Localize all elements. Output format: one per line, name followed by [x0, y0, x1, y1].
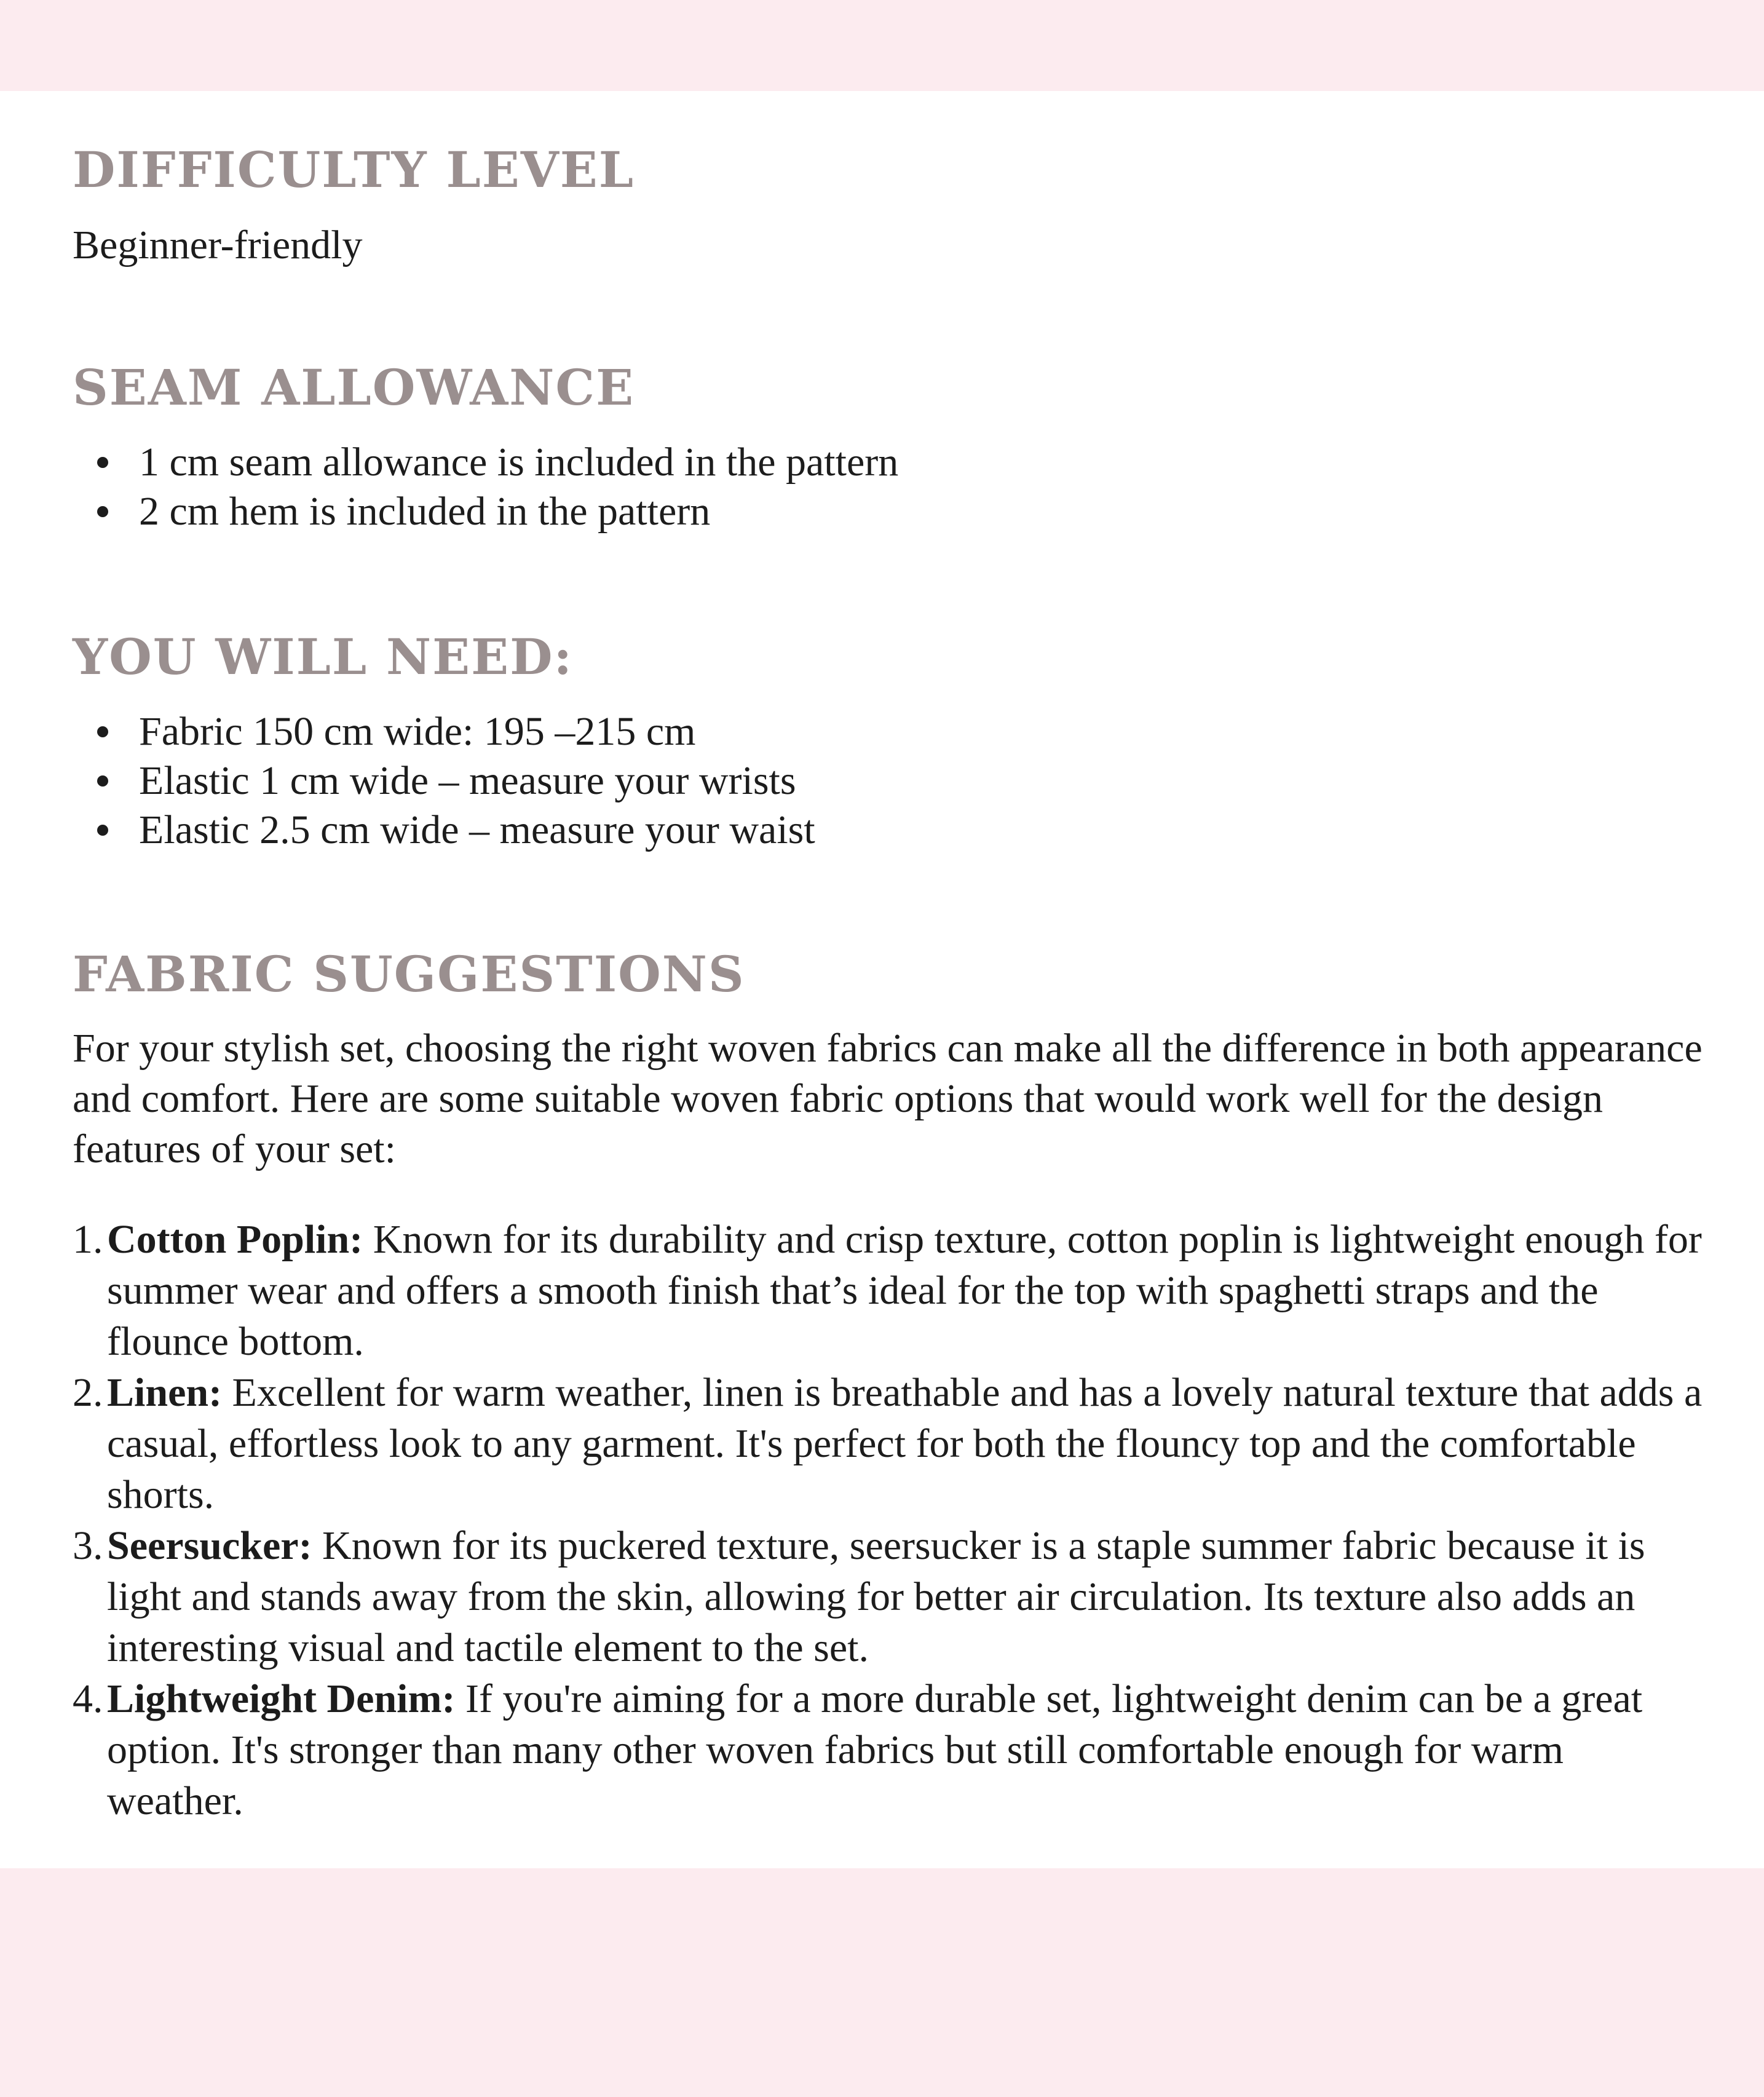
- bullet-icon: [97, 825, 108, 836]
- document-page: [0, 91, 1764, 1868]
- fabric-description: Known for its durability and crisp texture, cotton poplin is lightweight enough for summer wear and offers a smooth finish that’s ideal for the top with spaghetti straps and the flounce bottom.: [107, 1217, 1702, 1364]
- fabric-description: Known for its puckered texture, seersucker is a staple summer fabric because it is light and stands away from the skin, allowing for better air circulation. Its texture also adds an interesting visual and tactile element to the set.: [107, 1523, 1645, 1670]
- fabric-term: Cotton Poplin:: [107, 1217, 363, 1262]
- fabric-description: Excellent for warm weather, linen is breathable and has a lovely natural texture that adds a casual, effortless look to any garment. It's perfect for both the flouncy top and the comfortable shorts.: [107, 1370, 1703, 1517]
- fabric-suggestions-intro: For your stylish set, choosing the right woven fabrics can make all the difference in both appearance and comfort. Here are some suitable woven fabric options that would work well for the design features of your set:: [73, 1026, 1703, 1171]
- list-item: 1 cm seam allowance is included in the pattern: [73, 438, 898, 487]
- list-number: 1.: [73, 1217, 103, 1262]
- list-item: [73, 1520, 1708, 1673]
- fabric-term: Linen:: [107, 1370, 223, 1415]
- list-item: [73, 1673, 1708, 1826]
- bullet-icon: [97, 506, 108, 517]
- difficulty-heading: DIFFICULTY LEVEL: [73, 141, 635, 199]
- list-item: Elastic 1 cm wide – measure your wrists: [73, 756, 815, 806]
- fabric-suggestions-heading: FABRIC SUGGESTIONS: [73, 945, 745, 1003]
- you-will-need-heading: YOU WILL NEED:: [73, 628, 574, 686]
- you-will-need-list: [73, 707, 815, 855]
- bullet-icon: [97, 726, 108, 737]
- seam-allowance-list: [73, 438, 898, 536]
- bullet-icon: [97, 775, 108, 787]
- list-number: 3.: [73, 1523, 103, 1568]
- list-item: 2 cm hem is included in the pattern: [73, 487, 898, 536]
- difficulty-value: Beginner-friendly: [73, 223, 363, 268]
- list-item: [73, 1367, 1708, 1520]
- fabric-description: If you're aiming for a more durable set, lightweight denim can be a great option. It's stronger than many other woven fabrics but still comfortable enough for warm weather.: [107, 1676, 1643, 1823]
- list-item: Elastic 2.5 cm wide – measure your waist: [73, 806, 815, 855]
- list-number: 2.: [73, 1370, 103, 1415]
- list-item: [73, 1214, 1708, 1367]
- fabric-suggestions-list: [73, 1214, 1708, 1826]
- seam-allowance-heading: SEAM ALLOWANCE: [73, 359, 635, 416]
- fabric-term: Seersucker:: [107, 1523, 312, 1568]
- fabric-term: Lightweight Denim:: [107, 1676, 456, 1721]
- bullet-icon: [97, 457, 108, 468]
- list-item: Fabric 150 cm wide: 195 –215 cm: [73, 707, 815, 756]
- list-number: 4.: [73, 1676, 103, 1721]
